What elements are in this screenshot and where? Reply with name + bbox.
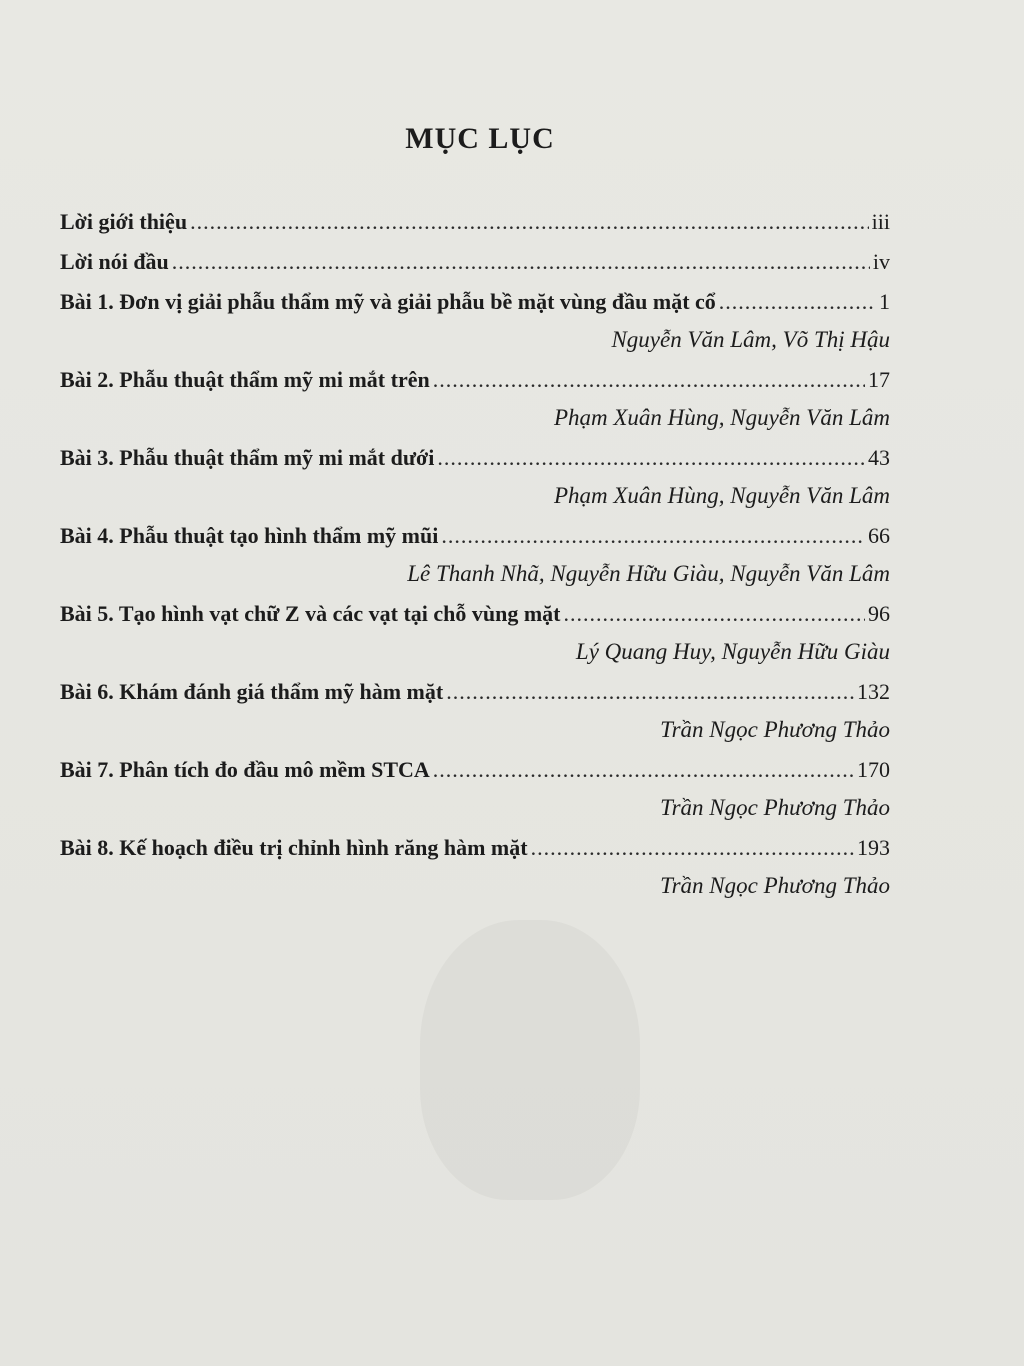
- dot-leader: [564, 596, 866, 632]
- dot-leader: [446, 674, 854, 710]
- toc-entry-label: Lời nói đầu: [60, 249, 169, 274]
- toc-entry-author: Trần Ngọc Phương Thảo: [660, 873, 890, 898]
- toc-entry-page: 17: [868, 367, 890, 392]
- toc-entry-label: Bài 3. Phẫu thuật thẩm mỹ mi mắt dưới: [60, 445, 435, 470]
- toc-entry[interactable]: [60, 362, 890, 398]
- toc-entry-page: 66: [868, 523, 890, 548]
- toc-entry-author: Lý Quang Huy, Nguyễn Hữu Giàu: [575, 639, 890, 664]
- toc-entry-author: Phạm Xuân Hùng, Nguyễn Văn Lâm: [553, 483, 890, 508]
- toc-entry-author: Trần Ngọc Phương Thảo: [660, 717, 890, 742]
- toc-entry-author: Nguyễn Văn Lâm, Võ Thị Hậu: [611, 327, 890, 352]
- toc-entry-author: Trần Ngọc Phương Thảo: [660, 795, 890, 820]
- dot-leader: [531, 830, 854, 866]
- toc-entry[interactable]: [60, 284, 890, 320]
- dot-leader: [172, 244, 870, 280]
- toc-entry-page: iv: [872, 249, 890, 274]
- dot-leader: [437, 440, 865, 476]
- toc-entry[interactable]: [60, 674, 890, 710]
- toc-entry[interactable]: [60, 244, 890, 280]
- toc-entry-label: Bài 7. Phân tích đo đầu mô mềm STCA: [60, 757, 430, 782]
- table-of-contents: [60, 200, 890, 908]
- toc-entry-page: 193: [857, 835, 890, 860]
- toc-entry[interactable]: [60, 752, 890, 788]
- toc-entry-page: 132: [857, 679, 890, 704]
- toc-entry-label: Bài 6. Khám đánh giá thẩm mỹ hàm mặt: [60, 679, 444, 704]
- toc-entry-page: iii: [871, 209, 890, 234]
- toc-entry-page: 170: [857, 757, 890, 782]
- toc-entry[interactable]: [60, 830, 890, 866]
- toc-entry-page: 1: [879, 289, 890, 314]
- faint-background-figure: [420, 920, 640, 1200]
- dot-leader: [719, 284, 876, 320]
- toc-entry[interactable]: [60, 596, 890, 632]
- toc-entry-author: Lê Thanh Nhã, Nguyễn Hữu Giàu, Nguyễn Văn Lâm: [407, 561, 890, 586]
- toc-entry-label: Bài 2. Phẫu thuật thẩm mỹ mi mắt trên: [60, 367, 430, 392]
- dot-leader: [441, 518, 865, 554]
- toc-entry-label: Bài 8. Kế hoạch điều trị chỉnh hình răng hàm mặt: [60, 835, 528, 860]
- toc-entry-page: 43: [868, 445, 890, 470]
- toc-entry-page: 96: [868, 601, 890, 626]
- toc-entry[interactable]: [60, 440, 890, 476]
- page-title: MỤC LỤC: [405, 122, 555, 155]
- dot-leader: [433, 362, 865, 398]
- dot-leader: [190, 204, 869, 240]
- toc-entry-author: Phạm Xuân Hùng, Nguyễn Văn Lâm: [553, 405, 890, 430]
- toc-entry-label: Bài 5. Tạo hình vạt chữ Z và các vạt tại chỗ vùng mặt: [60, 601, 561, 626]
- toc-entry-label: Bài 1. Đơn vị giải phẫu thẩm mỹ và giải phẫu bề mặt vùng đầu mặt cổ: [60, 289, 716, 314]
- toc-entry[interactable]: [60, 518, 890, 554]
- toc-entry-label: Lời giới thiệu: [60, 209, 188, 234]
- dot-leader: [433, 752, 854, 788]
- toc-entry-label: Bài 4. Phẫu thuật tạo hình thẩm mỹ mũi: [60, 523, 439, 548]
- toc-entry[interactable]: [60, 204, 890, 240]
